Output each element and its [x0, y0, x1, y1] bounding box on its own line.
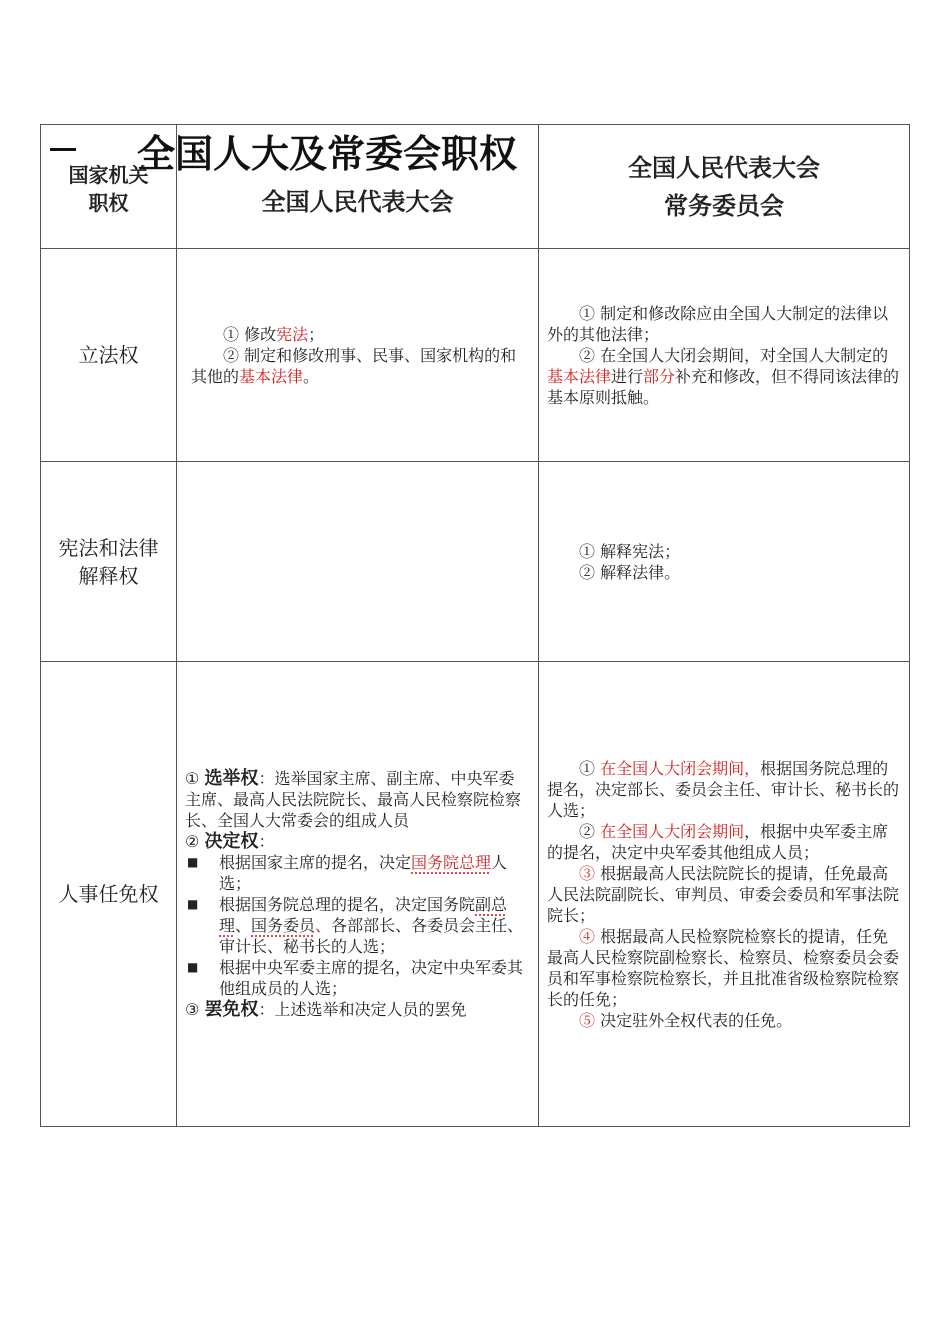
header-col2-text: 全国人民代表大会 [261, 187, 454, 216]
npcsc-legislative-item-2: ② 在全国人大闭会期间，对全国人大制定的基本法律进行部分补充和修改，但不得同该法律的基本原则抵触。 [547, 345, 900, 407]
row-label-legislative: 立法权 [78, 343, 139, 367]
npcsc-interpretation-item-2: ② 解释法律。 [579, 562, 681, 582]
npcsc-interpretation-item-1: ① 解释宪法； [579, 541, 681, 561]
title-dash [50, 148, 76, 151]
row-label-cell [41, 662, 177, 1127]
npcsc-interpretation-cell [539, 462, 910, 662]
npcsc-personnel-item-5: ⑤ 决定驻外全权代表的任免。 [579, 1010, 793, 1030]
highlight-constitution: 宪法 [276, 324, 309, 344]
npc-personnel-decision: ② 决定权： [185, 831, 275, 852]
page-title: 全国人大及常委会职权 [137, 132, 518, 176]
list-item: ■ 根据国务院总理的提名，决定国务院副总理、国务委员、各部部长、各委员会主任、审计长、秘书长的人选； [187, 895, 524, 956]
npc-legislative-item-1: ① 修改宪法； [223, 324, 325, 344]
npcsc-legislative-cell [539, 249, 910, 462]
table-row-interpretation [41, 462, 910, 662]
highlight-basic-law: 基本法律 [239, 366, 304, 386]
npcsc-personnel-cell [539, 662, 910, 1127]
row-label-interpretation-line1: 宪法和法律 [58, 535, 159, 560]
npcsc-legislative-item-1: ① 制定和修改除应由全国人大制定的法律以外的其他法律； [547, 303, 889, 344]
list-item: ■ 根据中央军委主席的提名，决定中央军委其他组成员的人选； [187, 958, 524, 998]
row-label-cell [41, 462, 177, 662]
table-row-personnel [41, 662, 910, 1127]
npcsc-personnel-item-3: ③ 根据最高人民法院院长的提请，任免最高人民法院副院长、审判员、审委会委员和军事法院院长； [547, 863, 900, 925]
powers-table [40, 124, 910, 1127]
list-item: ■ 根据国家主席的提名，决定国务院总理人选； [187, 853, 508, 893]
npc-personnel-cell [177, 662, 539, 1127]
header-col3-line1: 全国人民代表大会 [628, 153, 820, 182]
table-row-legislative [41, 249, 910, 462]
row-label-cell [41, 249, 177, 462]
bullet-square-icon: ■ [187, 855, 199, 869]
header-col3-line2: 常务委员会 [664, 191, 784, 220]
bullet-square-icon: ■ [187, 897, 199, 911]
npc-legislative-cell [177, 249, 539, 462]
header-col1-line2: 职权 [88, 190, 129, 215]
npc-interpretation-cell [177, 462, 539, 662]
header-col1-line1: 国家机关 [68, 162, 149, 187]
npc-personnel-removal: ③ 罢免权：上述选举和决定人员的罢免 [185, 999, 467, 1020]
npcsc-personnel-item-4: ④ 根据最高人民检察院检察长的提请，任免最高人民检察院副检察长、检察员、检察委员会委员和军事检察院检察长，并且批准省级检察院检察长的任免； [547, 926, 900, 1009]
row-label-interpretation-line2: 解释权 [78, 563, 139, 588]
npc-legislative-item-2: ② 制定和修改刑事、民事、国家机构的和其他的基本法律。 [191, 345, 517, 386]
npcsc-personnel-item-2: ② 在全国人大闭会期间，根据中央军委主席的提名，决定中央军委其他组成人员； [547, 821, 889, 862]
row-label-personnel: 人事任免权 [58, 882, 159, 906]
npc-personnel-election: ① 选举权：选举国家主席、副主席、中央军委主席、最高人民法院院长、最高人民检察院检察长、全国人大常委会的组成人员 [185, 768, 522, 830]
bullet-square-icon: ■ [187, 960, 199, 974]
npcsc-personnel-item-1: ① 在全国人大闭会期间，根据国务院总理的提名，决定部长、委员会主任、审计长、秘书长的人选； [547, 758, 900, 820]
header-col-npcsc [539, 125, 910, 249]
